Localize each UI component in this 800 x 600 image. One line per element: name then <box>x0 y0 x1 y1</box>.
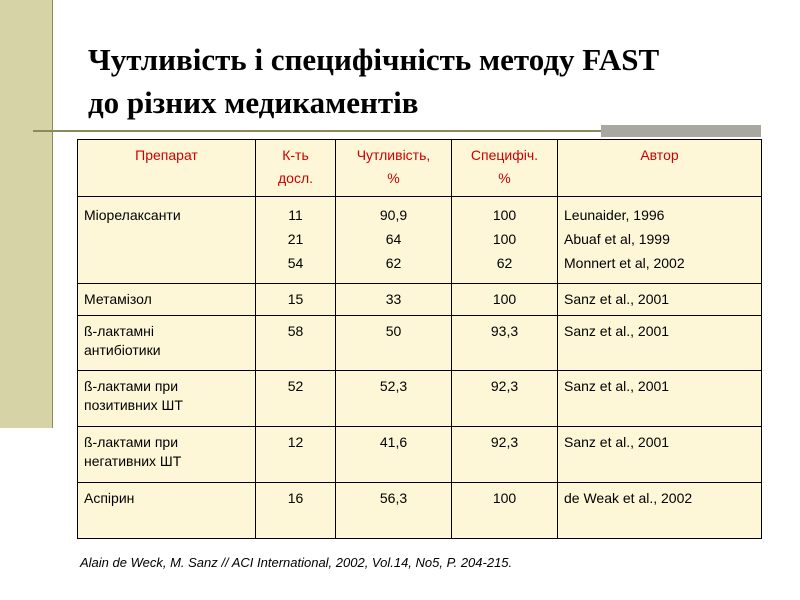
table-row <box>78 371 762 427</box>
cell-count: 12 <box>256 427 336 483</box>
cell-count: 15 <box>256 284 336 316</box>
header-author: Автор <box>558 140 762 197</box>
page-title <box>88 38 778 124</box>
table-row <box>78 197 762 284</box>
cell-drug: Метамізол <box>78 284 256 316</box>
table-row <box>78 483 762 539</box>
cell-specificity: 100 <box>452 483 558 539</box>
title-divider <box>33 130 601 132</box>
table-row <box>78 427 762 483</box>
cell-specificity: 100 <box>452 284 558 316</box>
cell-drug: Міорелаксанти <box>78 197 256 284</box>
cell-sensitivity: 41,6 <box>336 427 452 483</box>
cell-author: Sanz et al., 2001 <box>558 371 762 427</box>
cell-sensitivity: 90,9 64 62 <box>336 197 452 284</box>
cell-sensitivity: 52,3 <box>336 371 452 427</box>
divider-accent-box <box>601 125 761 137</box>
table-header-row <box>78 140 762 197</box>
table-row <box>78 316 762 371</box>
title-line-2: до різних медикаментів <box>88 85 419 120</box>
header-drug: Препарат <box>78 140 256 197</box>
sensitivity-table <box>77 139 762 539</box>
title-line-1: Чутливість і специфічність методу FAST <box>88 42 660 77</box>
citation: Alain de Weck, M. Sanz // ACI International, 2002, Vol.14, No5, P. 204-215. <box>80 555 513 570</box>
cell-specificity: 92,3 <box>452 427 558 483</box>
cell-drug: Аспірин <box>78 483 256 539</box>
header-specificity: Специфіч. % <box>452 140 558 197</box>
cell-drug: ß-лактамні антибіотики <box>78 316 256 371</box>
cell-count: 11 21 54 <box>256 197 336 284</box>
decorative-sidebar <box>0 0 53 428</box>
cell-sensitivity: 50 <box>336 316 452 371</box>
cell-drug: ß-лактами при позитивних ШТ <box>78 371 256 427</box>
header-sensitivity: Чутливість, % <box>336 140 452 197</box>
cell-count: 16 <box>256 483 336 539</box>
cell-drug: ß-лактами при негативних ШТ <box>78 427 256 483</box>
cell-sensitivity: 56,3 <box>336 483 452 539</box>
cell-sensitivity: 33 <box>336 284 452 316</box>
cell-count: 52 <box>256 371 336 427</box>
cell-specificity: 100 100 62 <box>452 197 558 284</box>
table-row <box>78 284 762 316</box>
cell-count: 58 <box>256 316 336 371</box>
cell-specificity: 92,3 <box>452 371 558 427</box>
header-count: К-ть досл. <box>256 140 336 197</box>
cell-author: de Weak et al., 2002 <box>558 483 762 539</box>
cell-author: Leunaider, 1996 Abuaf et al, 1999 Monnert et al, 2002 <box>558 197 762 284</box>
cell-specificity: 93,3 <box>452 316 558 371</box>
cell-author: Sanz et al., 2001 <box>558 316 762 371</box>
cell-author: Sanz et al., 2001 <box>558 427 762 483</box>
cell-author: Sanz et al., 2001 <box>558 284 762 316</box>
